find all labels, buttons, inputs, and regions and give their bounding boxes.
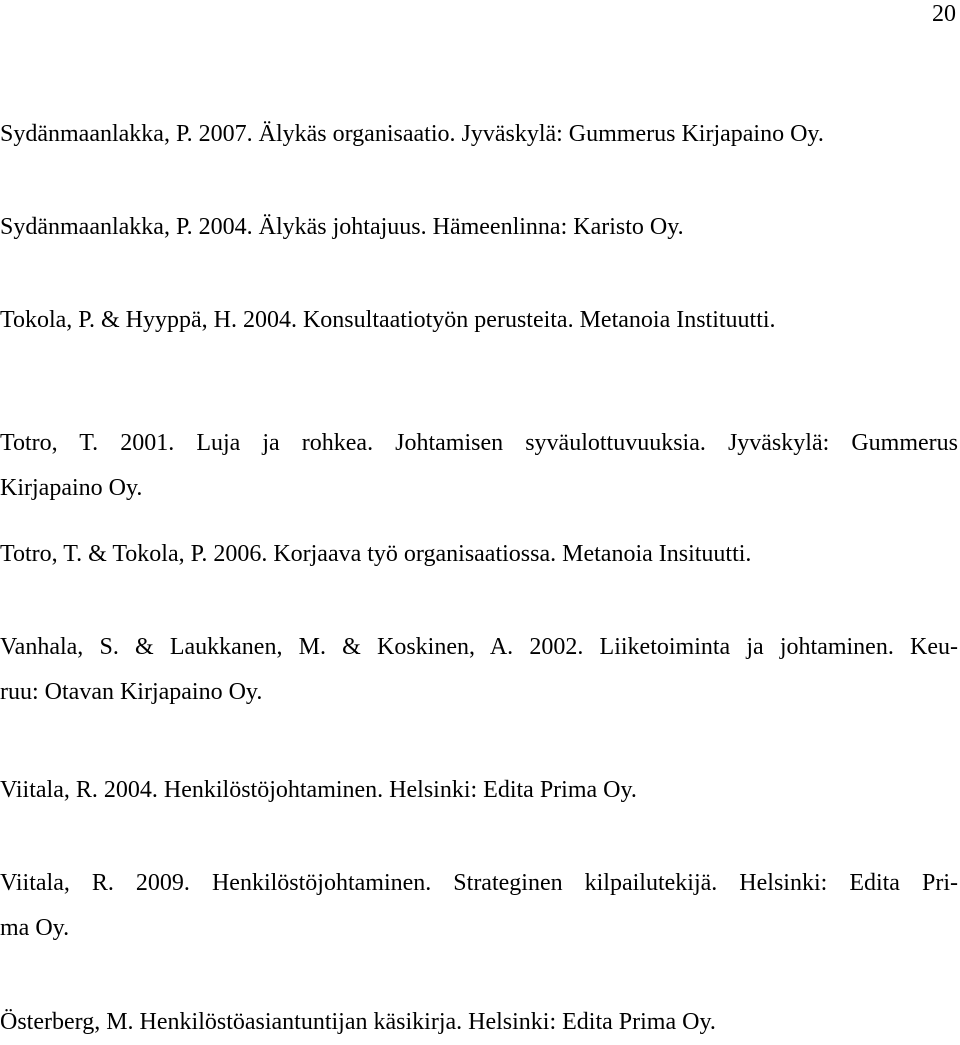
reference-viitala-2009 bbox=[0, 861, 958, 951]
reference-line: Totro, T. 2001. Luja ja rohkea. Johtamisen syväulottuvuuksia. Jyväskylä: Gummerus bbox=[0, 430, 958, 456]
reference-line: Viitala, R. 2004. Henkilöstöjohtaminen. Helsinki: Edita Prima Oy. bbox=[0, 777, 637, 803]
reference-line: Viitala, R. 2009. Henkilöstöjohtaminen. Strateginen kilpailutekijä. Helsinki: Edita Pri- bbox=[0, 870, 958, 896]
reference-sydanmaanlakka-2004 bbox=[0, 205, 958, 250]
reference-line: Tokola, P. & Hyyppä, H. 2004. Konsultaatiotyön perusteita. Metanoia Instituutti. bbox=[0, 307, 776, 333]
reference-vanhala-2002 bbox=[0, 625, 958, 715]
reference-totro-2001 bbox=[0, 421, 958, 511]
reference-line: ma Oy. bbox=[0, 915, 70, 941]
reference-totro-tokola-2006 bbox=[0, 532, 958, 577]
reference-line: Totro, T. & Tokola, P. 2006. Korjaava työ organisaatiossa. Metanoia Insituutti. bbox=[0, 541, 752, 567]
reference-line: Sydänmaanlakka, P. 2007. Älykäs organisaatio. Jyväskylä: Gummerus Kirjapaino Oy. bbox=[0, 121, 824, 147]
reference-line: Kirjapaino Oy. bbox=[0, 475, 143, 501]
reference-line: Sydänmaanlakka, P. 2004. Älykäs johtajuus. Hämeenlinna: Karisto Oy. bbox=[0, 214, 684, 240]
reference-line: Vanhala, S. & Laukkanen, M. & Koskinen, A. 2002. Liiketoiminta ja johtaminen. Keu- bbox=[0, 634, 958, 660]
reference-sydanmaanlakka-2007 bbox=[0, 112, 958, 157]
reference-line: ruu: Otavan Kirjapaino Oy. bbox=[0, 679, 263, 705]
page-number: 20 bbox=[932, 1, 956, 27]
reference-viitala-2004 bbox=[0, 768, 958, 813]
reference-line: Österberg, M. Henkilöstöasiantuntijan käsikirja. Helsinki: Edita Prima Oy. bbox=[0, 1009, 716, 1035]
reference-tokola-hyyppa-2004 bbox=[0, 298, 958, 343]
reference-osterberg bbox=[0, 1000, 958, 1045]
